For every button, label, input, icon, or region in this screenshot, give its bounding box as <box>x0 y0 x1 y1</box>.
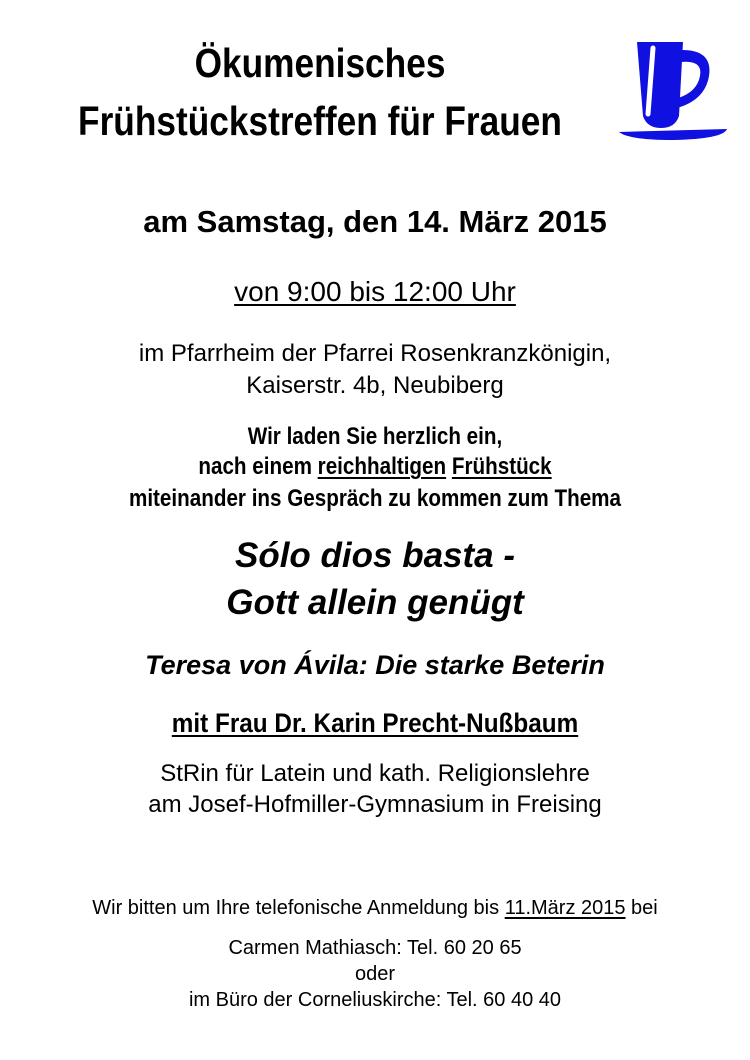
invitation-emphasis: reichhaltigen <box>317 453 447 480</box>
invitation-line-1: Wir laden Sie herzlich ein, <box>247 423 503 450</box>
title-line-2: Frühstückstreffen für Frauen <box>78 98 562 144</box>
speaker-name-text: mit Frau Dr. Karin Precht-Nußbaum <box>171 708 579 738</box>
contact-line-2: oder <box>354 963 396 985</box>
event-date: am Samstag, den 14. März 2015 <box>143 204 607 239</box>
registration-deadline: 11.März 2015 <box>504 897 626 919</box>
invitation-line-2 <box>53 453 698 481</box>
location-line-1: im Pfarrheim der Pfarrei Rosenkranzkönigin, <box>138 340 612 367</box>
speaker-role-2: am Josef-Hofmiller-Gymnasium in Freising <box>148 791 602 818</box>
contact-line-1: Carmen Mathiasch: Tel. 60 20 65 <box>228 937 522 959</box>
speaker-name <box>38 708 713 739</box>
theme-line-1: Sólo dios basta - <box>234 536 516 575</box>
registration-text: Wir bitten um Ihre telefonische Anmeldung bis <box>92 897 505 919</box>
title-line-1: Ökumenisches <box>194 40 446 86</box>
cup-icon <box>615 38 730 143</box>
location-line-2: Kaiserstr. 4b, Neubiberg <box>246 372 504 399</box>
invitation-text: nach einem <box>198 453 318 480</box>
invitation-emphasis: Frühstück <box>451 453 552 480</box>
event-time <box>0 276 750 308</box>
invitation-line-3: miteinander ins Gespräch zu kommen zum Thema <box>128 485 622 512</box>
registration-note <box>0 897 750 920</box>
speaker-role-1: StRin für Latein und kath. Religionslehre <box>160 760 590 787</box>
registration-text-end: bei <box>625 897 658 919</box>
theme-subtitle: Teresa von Ávila: Die starke Beterin <box>145 650 605 680</box>
event-time-text: von 9:00 bis 12:00 Uhr <box>234 276 516 307</box>
contact-line-3: im Büro der Corneliuskirche: Tel. 60 40 40 <box>188 989 562 1011</box>
theme-line-2: Gott allein genügt <box>226 583 524 622</box>
